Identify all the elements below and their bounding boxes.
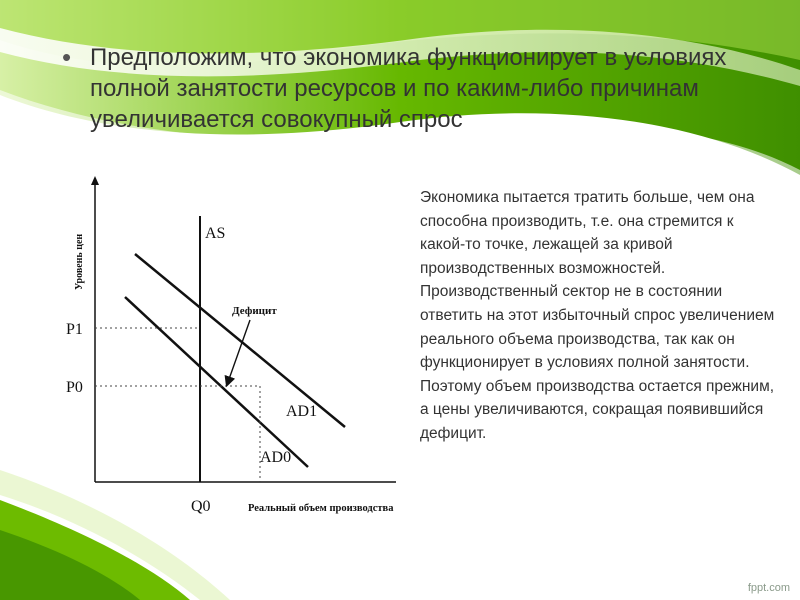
slide-title: Предположим, что экономика функционирует в условиях полной занятости ресурсов и по каким-либо причинам увеличивается совокупный спрос	[90, 44, 727, 133]
x-axis-label: Реальный объем производства	[248, 503, 394, 514]
y-axis-arrow-icon	[91, 176, 99, 185]
as-label: AS	[205, 225, 226, 242]
p0-label: P0	[66, 379, 83, 396]
y-axis-label: Уровень цен	[74, 233, 85, 290]
ad1-curve	[135, 254, 345, 427]
deficit-arrow-icon	[228, 320, 250, 382]
q0-label: Q0	[191, 498, 211, 515]
fppt-watermark: fppt.com	[747, 582, 790, 594]
ad-as-diagram	[60, 172, 400, 527]
p1-label: P1	[66, 321, 83, 338]
ad1-label: AD1	[286, 403, 318, 420]
explanation-text: Экономика пытается тратить больше, чем она способна производить, т.е. она стремится к какой-то точке, лежащей за кривой производственных возможностей. Производственный сектор не в состоянии ответить на этот избыточный спрос увеличением реального объема производства, так как он функционирует в условиях полной занятости. Поэтому объем производства остается прежним, а цены увеличиваются, сокращая появившийся дефицит.	[420, 189, 775, 442]
title-block	[62, 42, 782, 135]
deficit-label: Дефицит	[232, 305, 277, 317]
ad0-label: AD0	[260, 449, 292, 466]
bullet-icon: •	[62, 42, 72, 72]
